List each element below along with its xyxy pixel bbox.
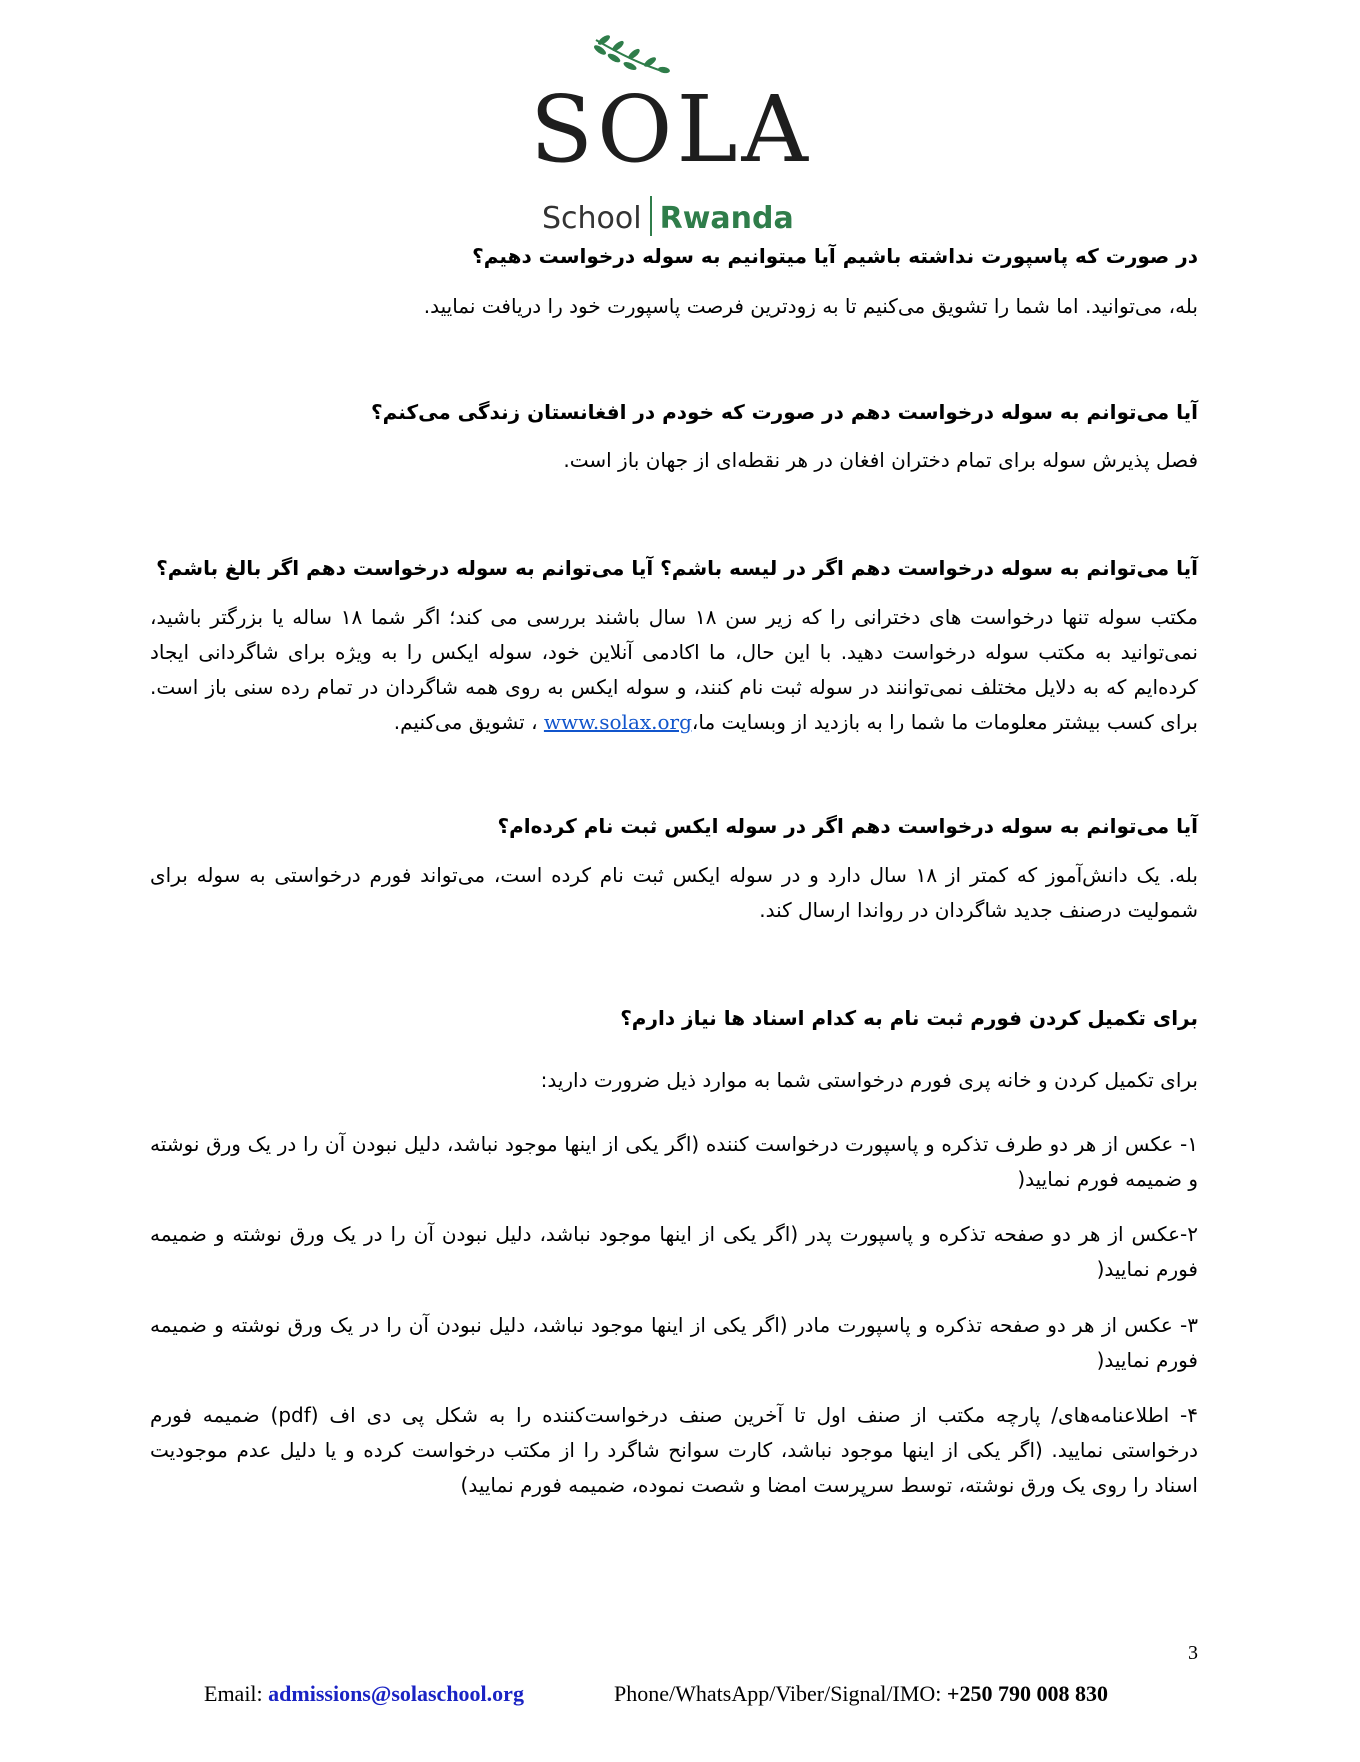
faq-answer-3-ending: ، تشویق می‌کنیم. — [393, 710, 544, 734]
faq-question-2: آیا می‌توانم به سوله درخواست دهم در صورت که خودم در افغانستان زندگی می‌کنم؟ — [371, 400, 1198, 424]
footer-phone-label: Phone/WhatsApp/Viber/Signal/IMO: — [614, 1681, 947, 1706]
logo-subtitle — [542, 196, 794, 236]
faq-answer-1: بله، می‌توانید. اما شما را تشویق می‌کنیم تا به زودترین فرصت پاسپورت خود را دریافت نمایید. — [423, 294, 1198, 318]
logo-divider — [650, 196, 652, 236]
logo-rwanda-text: Rwanda — [659, 201, 794, 236]
faq-answer-3 — [150, 600, 1198, 740]
faq-answer-3-text: مکتب سوله تنها درخواست های دخترانی را که زیر سن ۱۸ سال باشند بررسی می کند؛ اگر شما ۱۸ ساله یا بزرگتر باشید، نمی‌توانید به مکتب سوله درخواست دهید. با این حال، ما اکادمی آنلاین خود، سوله ایکس را به ویژه برای شاگردانی ایجاد کرده‌ایم که به دلایل مختلف نمی‌توانند در سوله ثبت نام کنند، و سوله ایکس به روی همه شاگردان در تمام رده سنی باز است. برای کسب بیشتر معلومات ما شما را به بازدید از وبسایت ما، — [150, 605, 1199, 734]
logo-school-text: School — [542, 201, 642, 236]
faq-question-1: در صورت که پاسپورت نداشته باشیم آیا میتوانیم به سوله درخواست دهیم؟ — [472, 244, 1198, 268]
footer-email-label: Email: — [204, 1681, 269, 1706]
footer-email — [204, 1681, 524, 1707]
faq-answer-2: فصل پذیرش سوله برای تمام دختران افغان در هر نقطه‌ای از جهان باز است. — [563, 448, 1198, 472]
footer-phone — [614, 1681, 1108, 1707]
document-item-1: ۱- عکس از هر دو طرف تذکره و پاسپورت درخواست کننده (اگر یکی از اینها موجود نباشد، دلیل نبودن آن را در یک ورق نوشته و ضمیمه فورم نمایید( — [150, 1132, 1198, 1191]
solax-website-link[interactable]: www.solax.org — [543, 710, 692, 734]
faq-question-4: آیا می‌توانم به سوله درخواست دهم اگر در سوله ایکس ثبت نام کرده‌ام؟ — [497, 814, 1198, 838]
document-item-3: ۳- عکس از هر دو صفحه تذکره و پاسپورت مادر (اگر یکی از اینها موجود نباشد، دلیل نبودن آن را در یک ورق نوشته و ضمیمه فورم نمایید( — [150, 1313, 1198, 1372]
faq-answer-5: برای تکمیل کردن و خانه پری فورم درخواستی شما به موارد ذیل ضرورت دارید: — [540, 1068, 1198, 1092]
faq-question-5: برای تکمیل کردن فورم ثبت نام به کدام اسناد ها نیاز دارم؟ — [620, 1006, 1198, 1030]
faq-question-3: آیا می‌توانم به سوله درخواست دهم اگر در لیسه باشم؟ آیا می‌توانم به سوله درخواست دهم اگر بالغ باشم؟ — [156, 556, 1198, 580]
footer-phone-number: +250 790 008 830 — [946, 1681, 1108, 1706]
sola-logo — [530, 34, 830, 236]
faq-answer-4: بله. یک دانش‌آموز که کمتر از ۱۸ سال دارد و در سوله ایکس ثبت نام کرده است، می‌تواند فورم درخواستی به سوله برای شمولیت درصنف جدید شاگردان در رواندا ارسال کند. — [150, 863, 1198, 922]
page-number: 3 — [1188, 1642, 1198, 1664]
footer-email-link[interactable]: admissions@solaschool.org — [268, 1681, 524, 1706]
document-item-2: ۲-عکس از هر دو صفحه تذکره و پاسپورت پدر (اگر یکی از اینها موجود نباشد، دلیل نبودن آن را در یک ورق نوشته و ضمیمه فورم نمایید( — [150, 1222, 1198, 1281]
document-item-4: ۴- اطلاعنامه‌های/ پارچه مکتب از صنف اول تا آخرین صنف درخواست‌کننده را به شکل پی دی اف (pdf) ضمیمه فورم درخواستی نمایید. (اگر یکی از اینها موجود نباشد، کارت سوانح شاگرد را از مکتب درخواست کرده و یا دلیل عدم موجودیت اسناد را روی یک ورق نوشته، توسط سرپرست امضا و شصت نموده، ضمیمه فورم نمایید) — [150, 1403, 1199, 1497]
logo-brand-text: SOLA — [530, 76, 812, 183]
